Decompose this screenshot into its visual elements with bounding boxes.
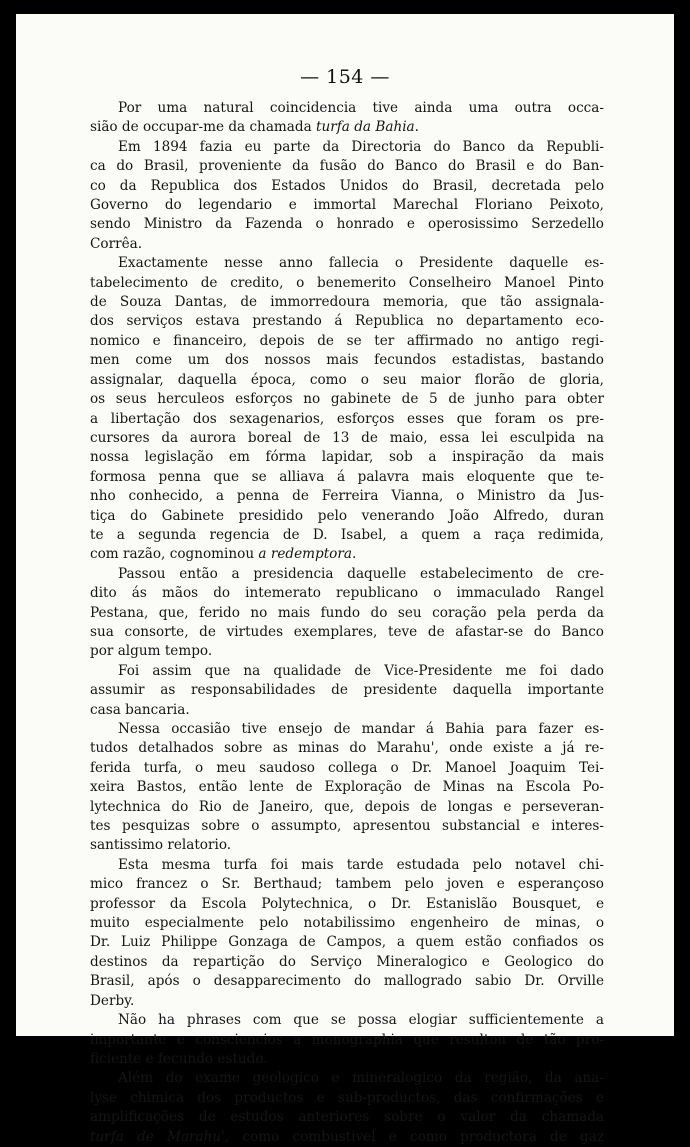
text-line: nho conhecido, a penna de Ferreira Vianna, o Ministro da Jus-	[90, 488, 604, 505]
text-line: mico francez o Sr. Berthaud; tambem pelo joven e esperançoso	[90, 876, 604, 893]
text-line: Além do exame geologico e mineralogico da região, da ana-	[118, 1070, 604, 1087]
paragraph	[90, 662, 604, 720]
paragraph	[90, 856, 604, 1011]
text-line: os seus herculeos esforços no gabinete de 5 de junho para obter	[90, 391, 604, 408]
text-line: sua consorte, de virtudes exemplares, teve de afastar-se do Banco	[90, 623, 604, 640]
text-line: Dr. Luiz Philippe Gonzaga de Campos, a quem estão confiados os	[90, 934, 604, 951]
text-line: muito especialmente pelo notabilissimo engenheiro de minas, o	[90, 915, 604, 932]
paragraph	[90, 138, 604, 254]
text-line: Foi assim que na qualidade de Vice-Presidente me foi dado	[118, 662, 604, 679]
text-line: ca do Brasil, proveniente da fusão do Banco do Brasil e do Ban-	[90, 158, 604, 175]
body-text	[90, 99, 604, 1147]
text-line: tiça do Gabinete presidido pelo venerando João Alfredo, duran	[90, 507, 604, 524]
text-line: co da Republica dos Estados Unidos do Brasil, decretada pelo	[90, 177, 604, 194]
text-line: Não ha phrases com que se possa elogiar sufficientemente a	[118, 1012, 604, 1029]
text-line: sendo Ministro da Fazenda o honrado e operosissimo Serzedello	[90, 216, 604, 233]
text-line: dos serviços estava prestando á Republica no departamento eco-	[90, 313, 604, 330]
text-line: Esta mesma turfa foi mais tarde estudada pelo notavel chi-	[118, 856, 604, 873]
text-line: ferida turfa, o meu saudoso collega o Dr. Manoel Joaquim Tei-	[90, 759, 604, 776]
text-line: tabelecimento de credito, o benemerito Conselheiro Manoel Pinto	[90, 274, 604, 291]
text-line: Nessa occasião tive ensejo de mandar á Bahia para fazer es-	[118, 721, 604, 737]
text-line: Pestana, que, ferido no mais fundo do seu coração pela perda da	[90, 604, 604, 621]
paragraph	[90, 254, 604, 565]
text-line: Derby.	[90, 992, 135, 1009]
text-line: formosa penna que se alliava á palavra mais eloquente que te-	[90, 468, 604, 485]
text-line: com razão, cognominou a redemptora.	[90, 546, 357, 563]
text-line: cursores da aurora boreal de 13 de maio, essa lei esculpida na	[90, 429, 604, 446]
text-line: importante e consciencios a monographia que resultou de tão pro-	[90, 1031, 604, 1048]
text-line: amplificações de estudos anteriores sobre o valor da chamada	[90, 1109, 604, 1126]
paragraph	[90, 720, 604, 856]
text-line: a libertação dos sexagenarios, esforços esses que foram os pre-	[90, 410, 604, 427]
text-line: turfa de Marahu', como combustivel e como productora de gaz	[90, 1128, 604, 1145]
text-line: sião de occupar-me da chamada turfa da Bahia.	[90, 119, 419, 136]
text-line: Corrêa.	[90, 235, 143, 252]
text-line: por algum tempo.	[90, 643, 213, 660]
text-line: professor da Escola Polytechnica, o Dr. Estanislão Bousquet, e	[90, 895, 604, 912]
text-line: Governo do legendario e immortal Marechal Floriano Peixoto,	[90, 197, 604, 214]
text-line: lytechnica do Rio de Janeiro, que, depois de longas e perseveran-	[90, 798, 604, 815]
text-line: men come um dos nossos mais fecundos estadistas, bastando	[90, 352, 604, 369]
text-line: nossa legislação em fórma lapidar, sob a inspiração da mais	[90, 449, 604, 466]
text-line: assignalar, daquella época, como o seu maior florão de gloria,	[90, 371, 604, 388]
text-line: destinos da repartição do Serviço Mineralogico e Geologico do	[90, 953, 604, 970]
text-line: xeira Bastos, então lente de Exploração de Minas na Escola Po-	[90, 779, 604, 796]
paragraph	[90, 1069, 604, 1147]
text-line: ficiente e fecundo estudo.	[90, 1050, 268, 1067]
text-line: de Souza Dantas, de immorredoura memoria, que tão assignala-	[90, 294, 604, 311]
text-line: tes pesquizas sobre o assumpto, apresentou substancial e interes-	[90, 818, 604, 835]
text-line: Passou então a presidencia daquelle estabelecimento de cre-	[118, 565, 604, 582]
text-line: Por uma natural coincidencia tive ainda uma outra occa-	[118, 100, 604, 116]
text-line: casa bancaria.	[90, 701, 190, 718]
text-line: Exactamente nesse anno fallecia o Presidente daquelle es-	[118, 255, 604, 272]
paragraph	[90, 99, 604, 138]
page-number: — 154 —	[300, 66, 390, 88]
text-line: santissimo relatorio.	[90, 837, 232, 854]
text-line: Em 1894 fazia eu parte da Directoria do Banco da Republi-	[118, 138, 604, 155]
text-line: assumir as responsabilidades de presidente daquella importante	[90, 682, 604, 699]
paragraph	[90, 1011, 604, 1069]
text-line: tudos detalhados sobre as minas do Marahu', onde existe a já re-	[90, 740, 604, 757]
text-line: Brasil, após o desapparecimento do mallogrado sabio Dr. Orville	[90, 973, 604, 990]
text-line: nomico e financeiro, depois de se ter affirmado no antigo regi-	[90, 332, 604, 349]
text-line: dito ás mãos do intemerato republicano o immaculado Rangel	[90, 585, 604, 602]
book-page	[16, 14, 674, 1145]
paragraph	[90, 565, 604, 662]
text-line: te a segunda regencia de D. Isabel, a quem a raça redimida,	[90, 526, 604, 543]
text-line: lyse chimica dos productos e sub-productos, das confirmações e	[90, 1089, 604, 1106]
